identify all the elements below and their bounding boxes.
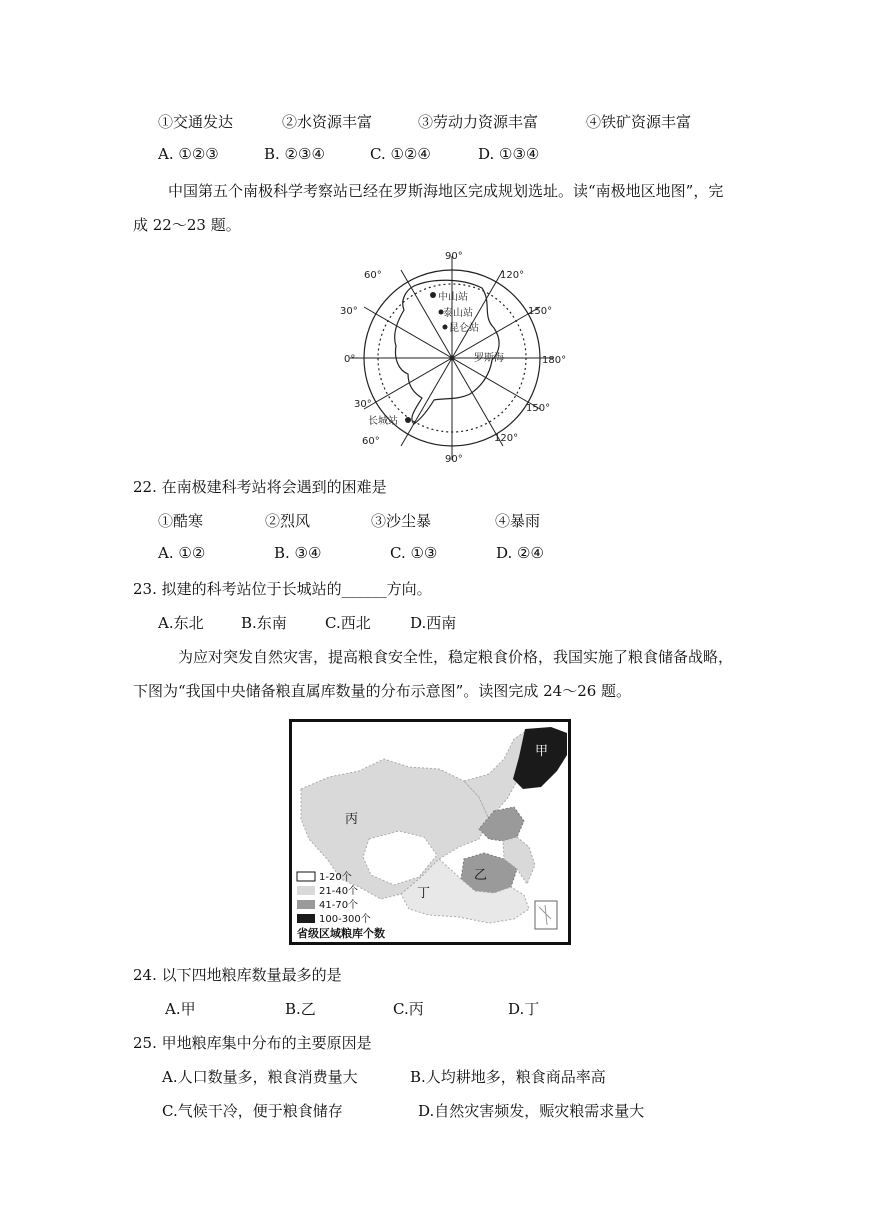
lon-label: 150° bbox=[528, 306, 553, 317]
q21-option-4: ④铁矿资源丰富 bbox=[586, 113, 692, 131]
lon-label: 120° bbox=[494, 433, 519, 444]
q24-choice-c: C.丙 bbox=[393, 1000, 424, 1018]
q22-option-3: ③沙尘暴 bbox=[371, 512, 432, 530]
q21-option-1: ①交通发达 bbox=[158, 113, 234, 131]
q23-choice-b: B.东南 bbox=[241, 614, 287, 632]
q21-choice-a: A. ①②③ bbox=[158, 145, 219, 163]
q24-choice-a: A.甲 bbox=[165, 1000, 196, 1018]
lon-label: 180° bbox=[542, 355, 567, 366]
region-label-ding: 丁 bbox=[417, 886, 431, 901]
antarctic-map bbox=[340, 248, 567, 468]
q21-option-2: ②水资源丰富 bbox=[282, 113, 373, 131]
region-label-jia: 甲 bbox=[535, 744, 549, 759]
station-label-kunlun: 昆仑站 bbox=[449, 323, 479, 334]
q22-option-2: ②烈风 bbox=[265, 512, 311, 530]
q22-choice-b: B. ③④ bbox=[274, 544, 322, 562]
lon-label: 60° bbox=[362, 436, 380, 447]
lon-label: 60° bbox=[364, 270, 382, 281]
q22-option-1: ①酷寒 bbox=[158, 512, 204, 530]
changcheng-station-dot bbox=[405, 417, 411, 423]
lon-label: 30° bbox=[354, 399, 372, 410]
zhongshan-station-dot bbox=[430, 292, 436, 298]
station-label-changcheng: 长城站 bbox=[368, 416, 398, 427]
legend-label: 41-70个 bbox=[319, 900, 359, 911]
q23-stem: 23. 拟建的科考站位于长城站的______方向。 bbox=[133, 580, 432, 598]
q21-choice-c: C. ①②④ bbox=[370, 145, 431, 163]
lon-label: 120° bbox=[500, 270, 525, 281]
region-label-yi: 乙 bbox=[474, 868, 488, 883]
q23-choice-a: A.东北 bbox=[158, 614, 204, 632]
legend-swatch bbox=[297, 872, 315, 881]
station-label-taishan: 泰山站 bbox=[443, 308, 473, 319]
legend-swatch bbox=[297, 900, 315, 909]
legend-label: 100-300个 bbox=[319, 914, 371, 925]
lon-label: 30° bbox=[340, 306, 358, 317]
lon-label: 0° bbox=[344, 354, 356, 365]
q21-option-3: ③劳动力资源丰富 bbox=[418, 113, 539, 131]
lon-label: 90° bbox=[445, 454, 463, 465]
lon-label: 150° bbox=[526, 403, 551, 414]
lon-label: 90° bbox=[445, 251, 463, 262]
china-granary-map bbox=[289, 719, 571, 945]
station-label-zhongshan: 中山站 bbox=[438, 292, 468, 303]
region-label-bing: 丙 bbox=[345, 812, 359, 827]
legend-title: 省级区域粮库个数 bbox=[297, 927, 385, 940]
legend-label: 21-40个 bbox=[319, 886, 359, 897]
q22-choice-d: D. ②④ bbox=[496, 544, 544, 562]
q22-stem: 22. 在南极建科考站将会遇到的困难是 bbox=[133, 478, 387, 496]
q25-choice-c: C.气候干冷，便于粮食储存 bbox=[162, 1102, 343, 1120]
intro-1-line-1: 中国第五个南极科学考察站已经在罗斯海地区完成规划选址。读“南极地区地图”，完 bbox=[168, 182, 724, 200]
q25-choice-a: A.人口数量多，粮食消费量大 bbox=[162, 1068, 358, 1086]
q21-choice-d: D. ①③④ bbox=[478, 145, 540, 163]
kunlun-station-dot bbox=[443, 325, 448, 330]
q22-option-4: ④暴雨 bbox=[495, 512, 541, 530]
intro-1-line-2: 成 22～23 题。 bbox=[133, 216, 241, 234]
intro-2-line-2: 下图为“我国中央储备粮直属库数量的分布示意图”。读图完成 24～26 题。 bbox=[133, 682, 632, 700]
sea-label-ross: 罗斯海 bbox=[474, 353, 504, 364]
q23-choice-c: C.西北 bbox=[325, 614, 371, 632]
q21-choice-b: B. ②③④ bbox=[264, 145, 325, 163]
q25-stem: 25. 甲地粮库集中分布的主要原因是 bbox=[133, 1034, 372, 1052]
legend-swatch bbox=[297, 914, 315, 923]
q24-stem: 24. 以下四地粮库数量最多的是 bbox=[133, 966, 342, 984]
q25-choice-b: B.人均耕地多，粮食商品率高 bbox=[410, 1068, 606, 1086]
q22-choice-a: A. ①② bbox=[158, 544, 206, 562]
q25-choice-d: D.自然灾害频发，赈灾粮需求量大 bbox=[418, 1102, 645, 1120]
legend-swatch bbox=[297, 886, 315, 895]
intro-2-line-1: 为应对突发自然灾害，提高粮食安全性，稳定粮食价格，我国实施了粮食储备战略， bbox=[178, 648, 734, 666]
q22-choice-c: C. ①③ bbox=[390, 544, 438, 562]
q24-choice-b: B.乙 bbox=[285, 1000, 316, 1018]
q24-choice-d: D.丁 bbox=[508, 1000, 540, 1018]
legend-label: 1-20个 bbox=[319, 872, 352, 883]
q23-choice-d: D.西南 bbox=[410, 614, 457, 632]
